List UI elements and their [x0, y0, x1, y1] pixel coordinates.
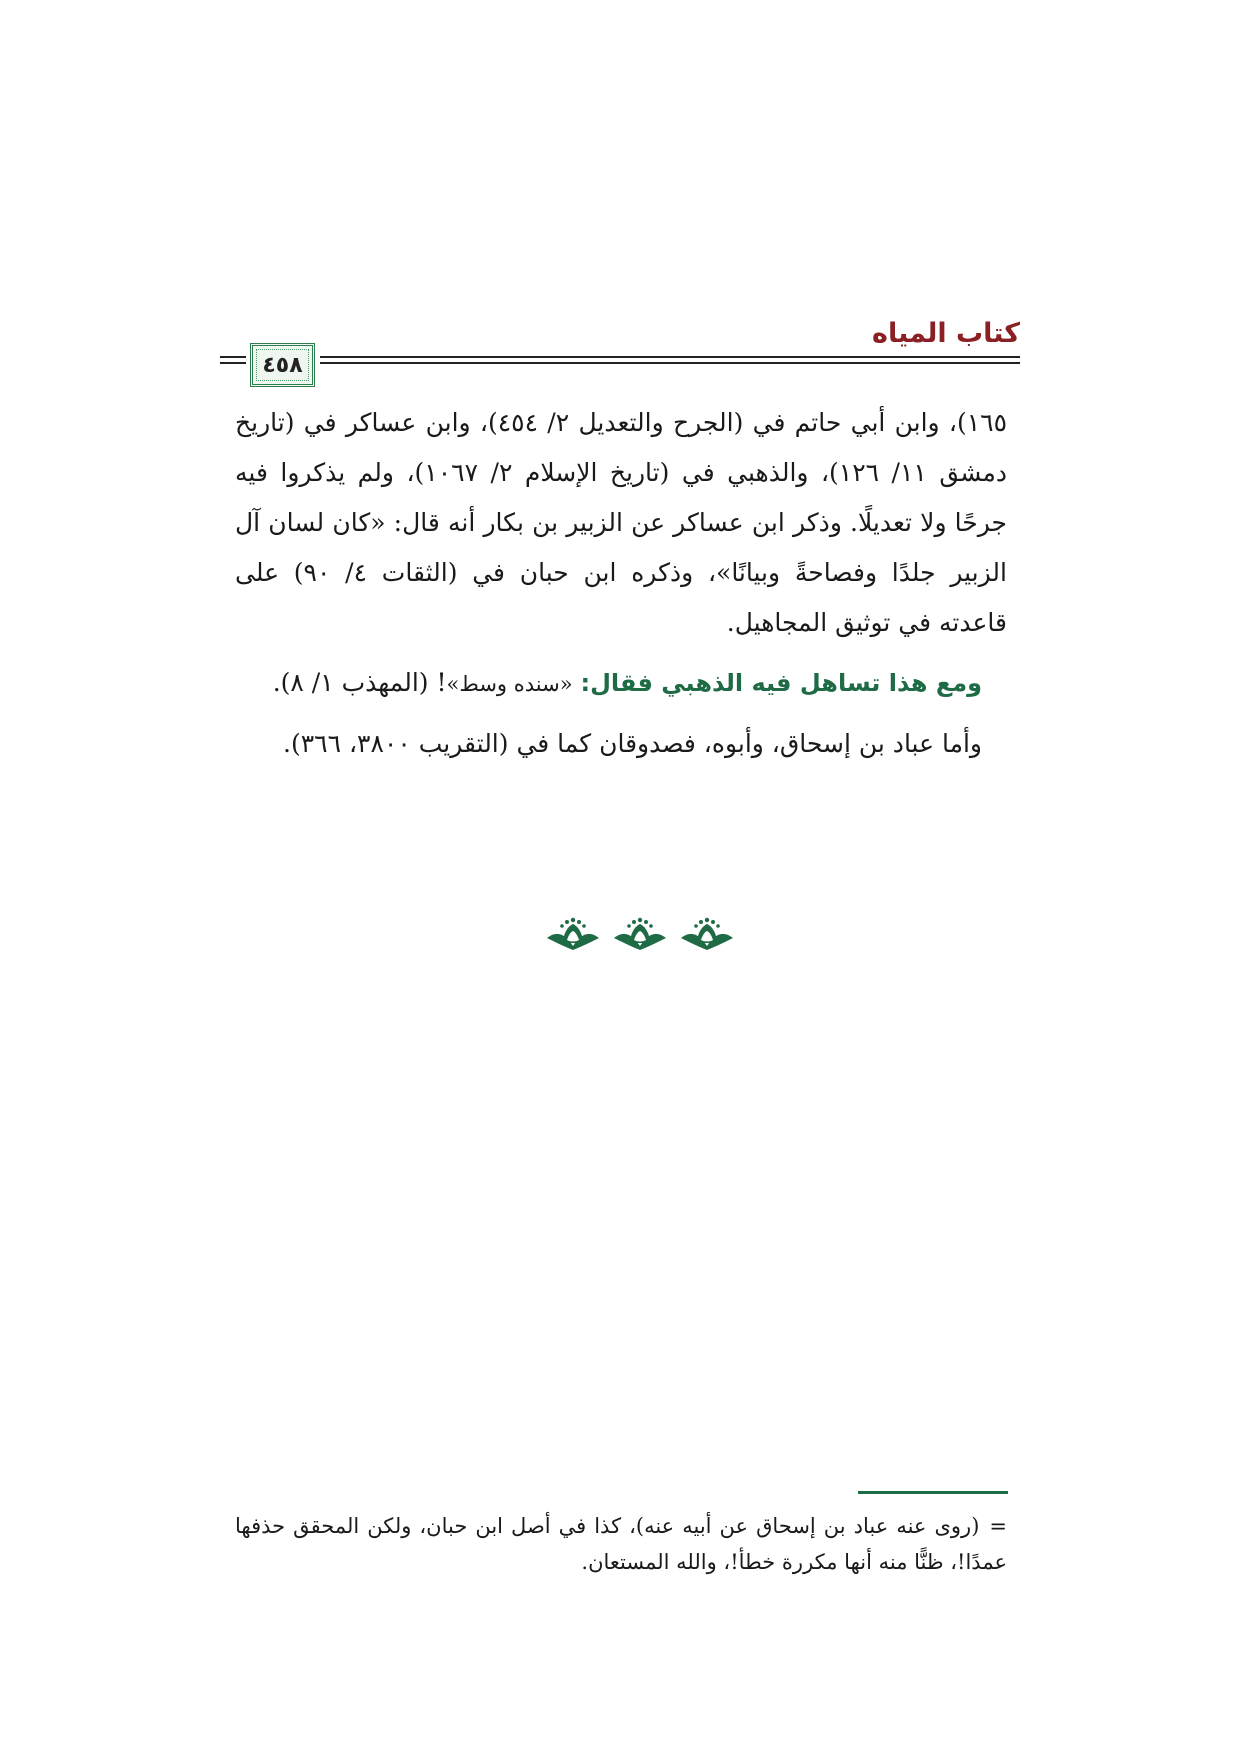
ornament-flower-icon: [612, 916, 668, 954]
footnote-marker: =: [989, 1514, 1007, 1538]
paragraph-1: ١٦٥)، وابن أبي حاتم في (الجرح والتعديل ٢/ ٤٥٤)، وابن عساكر في (تاريخ دمشق ١١/ ١٢٦)، والذهبي في (تاريخ الإسلام ٢/ ١٠٦٧)، ولم يذكروا فيه جرحًا ولا تعديلًا. وذكر ابن عساكر عن الزبير بن بكار أنه قال: «كان لسان آل الزبير جلدًا وفصاحةً وبيانًا»، وذكره ابن حبان في (الثقات ٤/ ٩٠) على قاعدته في توثيق المجاهيل.: [235, 408, 1008, 637]
header-rule-left-top: [220, 356, 246, 358]
header-rule-left-bottom: [220, 362, 246, 364]
footnote-paragraph: [235, 1508, 1007, 1580]
footnote: [235, 1508, 1007, 1580]
header-rule-bottom: [320, 362, 1020, 364]
ornament-flower-icon: [545, 916, 601, 954]
page-header: [220, 310, 1020, 390]
paragraph-3: [235, 719, 1007, 769]
footnote-separator: [858, 1491, 1008, 1494]
paragraph-2-bold: ومع هذا تساهل فيه الذهبي فقال:: [580, 669, 982, 697]
section-ornament: [545, 915, 735, 955]
paragraph-2-quote: «سنده وسط»: [446, 672, 573, 696]
header-rule-top: [320, 356, 1020, 358]
paragraph-2: [235, 658, 1007, 709]
paragraph-3-text: وأما عباد بن إسحاق، وأبوه، فصدوقان كما في (التقريب ٣٨٠٠، ٣٦٦).: [283, 729, 982, 758]
footnote-text: (روى عنه عباد بن إسحاق عن أبيه عنه)، كذا في أصل ابن حبان، ولكن المحقق حذفها عمدًا!، ظنًّا منه أنها مكررة خطأ!، والله المستعان.: [235, 1514, 1007, 1574]
page-number: ٤٥٨: [262, 352, 303, 378]
paragraph-2-rest: ! (المهذب ١/ ٨).: [272, 668, 447, 697]
ornament-flower-icon: [679, 916, 735, 954]
main-text: [235, 398, 1007, 769]
page-number-box: [250, 343, 315, 387]
book-title: كتاب المياه: [872, 318, 1020, 349]
